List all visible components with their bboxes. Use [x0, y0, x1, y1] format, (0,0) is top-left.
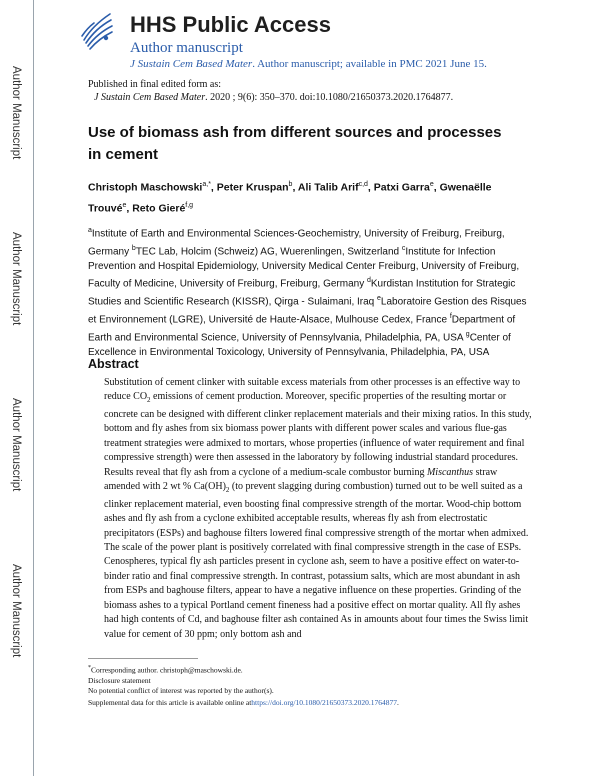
corresponding-author-note: *Corresponding author. christoph@maschowski.de. — [88, 665, 243, 675]
disclosure-heading: Disclosure statement — [88, 676, 151, 685]
footnote-divider — [88, 658, 198, 659]
author-name: Ali Talib Arif — [297, 181, 359, 194]
publication-citation: J Sustain Cem Based Mater. 2020 ; 9(6): 350–370. doi:10.1080/21650373.2020.1764877. — [94, 92, 454, 103]
affiliations: $^a$Institute of Earth and Environmental Sciences-Geochemistry, University of Freiburg, Freiburg, Germany $^b$TEC Lab, Holcim (Schweiz) AG, Wuerenlingen, Switzerland $^c$Institute for Infection Prevention and Hospital Epidemiology, University Medical Center Freiburg, University of Freiburg, Faculty of Medicine, University of Freiburg, Freiburg, Germany $^d$Kurdistan Institution for Strategic Studies and Scientific Research (KISSR), Qirga - Sulaimani, Iraq $^e$Laboratoire Gestion des Risques et Environnement (LGRE), Université de Haute-Alsace, Mulhouse Cedex, France $^f$Department of Earth and Environmental Science, University of Pennsylvania, Philadelphia, PA, USA $^g$Center of Excellence in Environmental Toxicology, University of Pennsylvania, Philadelphia, PA, USA — [88, 227, 527, 359]
author-manuscript-label: Author manuscript — [130, 40, 243, 56]
supplemental-doi-link[interactable]: https://doi.org/10.1080/21650373.2020.1764877 — [251, 698, 397, 707]
published-in-label: Published in final edited form as: — [88, 79, 222, 90]
author-name: Christoph Maschowski — [88, 181, 203, 194]
hhs-eagle-logo-icon — [78, 10, 114, 52]
author-name: Peter Kruspan — [216, 181, 289, 194]
abstract-body: Substitution of cement clinker with suitable excess materials from other processes is an effective way to reduce $CO_2$ emissions of cement production. Moreover, specific properties of the resulting mortar or concrete can be designed with different clinker replacement materials and their mixing ratios. In this study, bottom and fly ashes from six biomass power plants with different power scales and various flue-gas treatment strategies were admixed to mortars, whose properties (influence of water requirement and final compressive strength) were then assessed in the laboratory by following industrial standard procedures. Results reveal that fly ash from a cyclone of a medium-scale combustor burning Miscanthus straw amended with 2 wt % $Ca(OH)_2$ (to prevent slagging during combustion) turned out to be well suited as a clinker replacement material, even boosting final compressive strength of the mortar. Wood-chip bottom ashes and fly ash from a cyclone exhibited acceptable results, whereas fly ash from electrostatic precipitators (ESPs) and baghouse filters lowered final compressive strength of the mortar when admixed. The scale of the power plant is positively correlated with final compressive strength in the case of ESPs. Cenospheres, typical fly ash particles present in cyclone ash, seem to have a positive effect on water-to-binder ratio and final compressive strength. In contrast, potassium salts, which are most abundant in ash from ESPs and baghouse filters, appear to have a negative influence on these properties. Grinding of the biomass ashes to a typical Portland cement fineness had a positive effect on mortar quality. All fly ashes had high contents of Cd, and baghouse filter ash contained As in amounts about four times the Swiss limit value for cement of 30 ppm; only bottom ash and — [104, 377, 532, 640]
journal-availability: J Sustain Cem Based Mater. Author manuscript; available in PMC 2021 June 15. — [130, 58, 487, 70]
sidebar-label-4: Author Manuscript — [10, 564, 22, 658]
author-name: Reto Gieré — [132, 202, 186, 214]
supplemental-note: Supplemental data for this article is available online athttps://doi.org/10.1080/21650373.2020.1764877. — [88, 698, 399, 707]
paper-title: Use of biomass ash from different sources and processes in cement — [88, 124, 502, 163]
sidebar-label-3: Author Manuscript — [10, 398, 22, 492]
margin-divider — [33, 0, 34, 776]
disclosure-statement: No potential conflict of interest was reported by the author(s). — [88, 686, 274, 695]
abstract-heading: Abstract — [88, 357, 139, 371]
hhs-public-access-title: HHS Public Access — [130, 12, 331, 37]
sidebar-label-1: Author Manuscript — [10, 66, 22, 160]
author-list: Christoph Maschowski$^{a,*}$, Peter Kruspan$^b$, Ali Talib Arif$^{c,d}$, Patxi Garra$^e$, Gwenaëlle Trouvé$^e$, Reto Gieré$^{f,g}$ — [88, 181, 492, 214]
sidebar-label-2: Author Manuscript — [10, 232, 22, 326]
author-name: Patxi Garra — [373, 181, 430, 194]
author-name: Gwenaëlle Trouvé — [88, 181, 492, 214]
